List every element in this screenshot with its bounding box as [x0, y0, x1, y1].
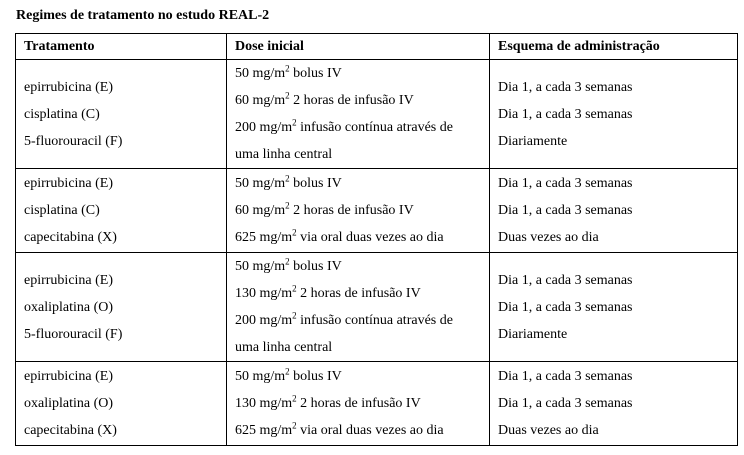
table-row: [16, 169, 738, 253]
dose-line: [235, 363, 489, 390]
dose-line: [235, 197, 489, 224]
schedule-cell: [490, 169, 738, 253]
dose-amount: 60 mg/m: [235, 203, 286, 218]
dose-route: bolus IV: [289, 66, 342, 81]
dose-line: [235, 334, 489, 361]
dose-amount: 50 mg/m: [235, 176, 286, 191]
drug-name: capecitabina (X): [24, 230, 117, 245]
dose-cell: [227, 253, 490, 362]
dose-amount: 200 mg/m: [235, 313, 293, 328]
table-header-row: [16, 34, 738, 60]
dose-line: [235, 87, 489, 114]
dose-route: 2 horas de infusão IV: [296, 286, 421, 301]
dose-route: uma linha central: [235, 340, 333, 355]
dose-route: bolus IV: [289, 369, 342, 384]
dose-unit-exponent: 2: [292, 117, 297, 128]
schedule-entry: Dia 1, a cada 3 semanas: [498, 272, 633, 288]
dose-route: bolus IV: [289, 259, 342, 274]
dose-cell: [227, 60, 490, 169]
dose-cell: [227, 169, 490, 253]
dose-amount: 625 mg/m: [235, 423, 293, 438]
dose-line: [235, 390, 489, 417]
drug-name: epirrubicina (E): [24, 176, 114, 191]
drug-name: cisplatina (C): [24, 203, 100, 218]
dose-route: via oral duas vezes ao dia: [296, 423, 444, 438]
schedule-entry: Diariamente: [498, 133, 568, 149]
dose-amount: 50 mg/m: [235, 259, 286, 274]
treatment-cell: [16, 60, 227, 169]
table-row: [16, 362, 738, 446]
dose-route: 2 horas de infusão IV: [289, 93, 414, 108]
dose-unit-exponent: 2: [285, 200, 290, 211]
dose-unit-exponent: 2: [292, 283, 297, 294]
schedule-entry: Dia 1, a cada 3 semanas: [498, 369, 633, 384]
table-body: [16, 60, 738, 446]
drug-name: epirrubicina (E): [24, 272, 114, 288]
dose-line: [235, 170, 489, 197]
header-schedule: Esquema de administração: [490, 34, 738, 60]
dose-line: [235, 307, 489, 334]
table-row: [16, 60, 738, 169]
drug-name: capecitabina (X): [24, 423, 117, 438]
table-caption: Regimes de tratamento no estudo REAL-2: [16, 8, 270, 23]
dose-unit-exponent: 2: [292, 310, 297, 321]
dose-amount: 50 mg/m: [235, 66, 286, 81]
dose-amount: 130 mg/m: [235, 396, 293, 411]
dose-amount: 625 mg/m: [235, 230, 293, 245]
schedule-cell: [490, 253, 738, 362]
dose-route: 2 horas de infusão IV: [289, 203, 414, 218]
regimes-table: [15, 33, 738, 446]
drug-name: epirrubicina (E): [24, 369, 114, 384]
dose-route: uma linha central: [235, 147, 333, 162]
schedule-entry: Dia 1, a cada 3 semanas: [498, 203, 633, 218]
dose-amount: 130 mg/m: [235, 286, 293, 301]
dose-unit-exponent: 2: [292, 227, 297, 238]
drug-name: cisplatina (C): [24, 106, 100, 122]
dose-unit-exponent: 2: [292, 420, 297, 431]
schedule-entry: Duas vezes ao dia: [498, 230, 599, 245]
dose-line: [235, 280, 489, 307]
dose-cell: [227, 362, 490, 446]
dose-amount: 200 mg/m: [235, 120, 293, 135]
dose-line: [235, 224, 489, 251]
header-treatment: Tratamento: [16, 34, 227, 60]
drug-name: 5-fluorouracil (F): [24, 133, 123, 149]
drug-name: oxaliplatina (O): [24, 396, 114, 411]
dose-route: bolus IV: [289, 176, 342, 191]
schedule-entry: Dia 1, a cada 3 semanas: [498, 176, 633, 191]
table-row: [16, 253, 738, 362]
schedule-entry: Diariamente: [498, 326, 568, 342]
dose-line: [235, 60, 489, 87]
schedule-cell: [490, 362, 738, 446]
dose-amount: 50 mg/m: [235, 369, 286, 384]
dose-line: [235, 141, 489, 168]
dose-route: via oral duas vezes ao dia: [296, 230, 444, 245]
dose-route: infusão contínua através de: [296, 313, 453, 328]
drug-name: epirrubicina (E): [24, 79, 114, 95]
treatment-cell: [16, 169, 227, 253]
schedule-entry: Dia 1, a cada 3 semanas: [498, 396, 633, 411]
dose-line: [235, 253, 489, 280]
dose-unit-exponent: 2: [285, 256, 290, 267]
dose-route: infusão contínua através de: [296, 120, 453, 135]
treatment-cell: [16, 253, 227, 362]
dose-unit-exponent: 2: [285, 90, 290, 101]
dose-line: [235, 417, 489, 444]
schedule-cell: [490, 60, 738, 169]
dose-unit-exponent: 2: [292, 393, 297, 404]
header-dose: Dose inicial: [227, 34, 490, 60]
schedule-entry: Dia 1, a cada 3 semanas: [498, 79, 633, 95]
drug-name: 5-fluorouracil (F): [24, 326, 123, 342]
schedule-entry: Duas vezes ao dia: [498, 423, 599, 438]
schedule-entry: Dia 1, a cada 3 semanas: [498, 106, 633, 122]
dose-unit-exponent: 2: [285, 366, 290, 377]
dose-line: [235, 114, 489, 141]
dose-amount: 60 mg/m: [235, 93, 286, 108]
schedule-entry: Dia 1, a cada 3 semanas: [498, 299, 633, 315]
dose-unit-exponent: 2: [285, 63, 290, 74]
dose-route: 2 horas de infusão IV: [296, 396, 421, 411]
treatment-cell: [16, 362, 227, 446]
drug-name: oxaliplatina (O): [24, 299, 114, 315]
dose-unit-exponent: 2: [285, 173, 290, 184]
